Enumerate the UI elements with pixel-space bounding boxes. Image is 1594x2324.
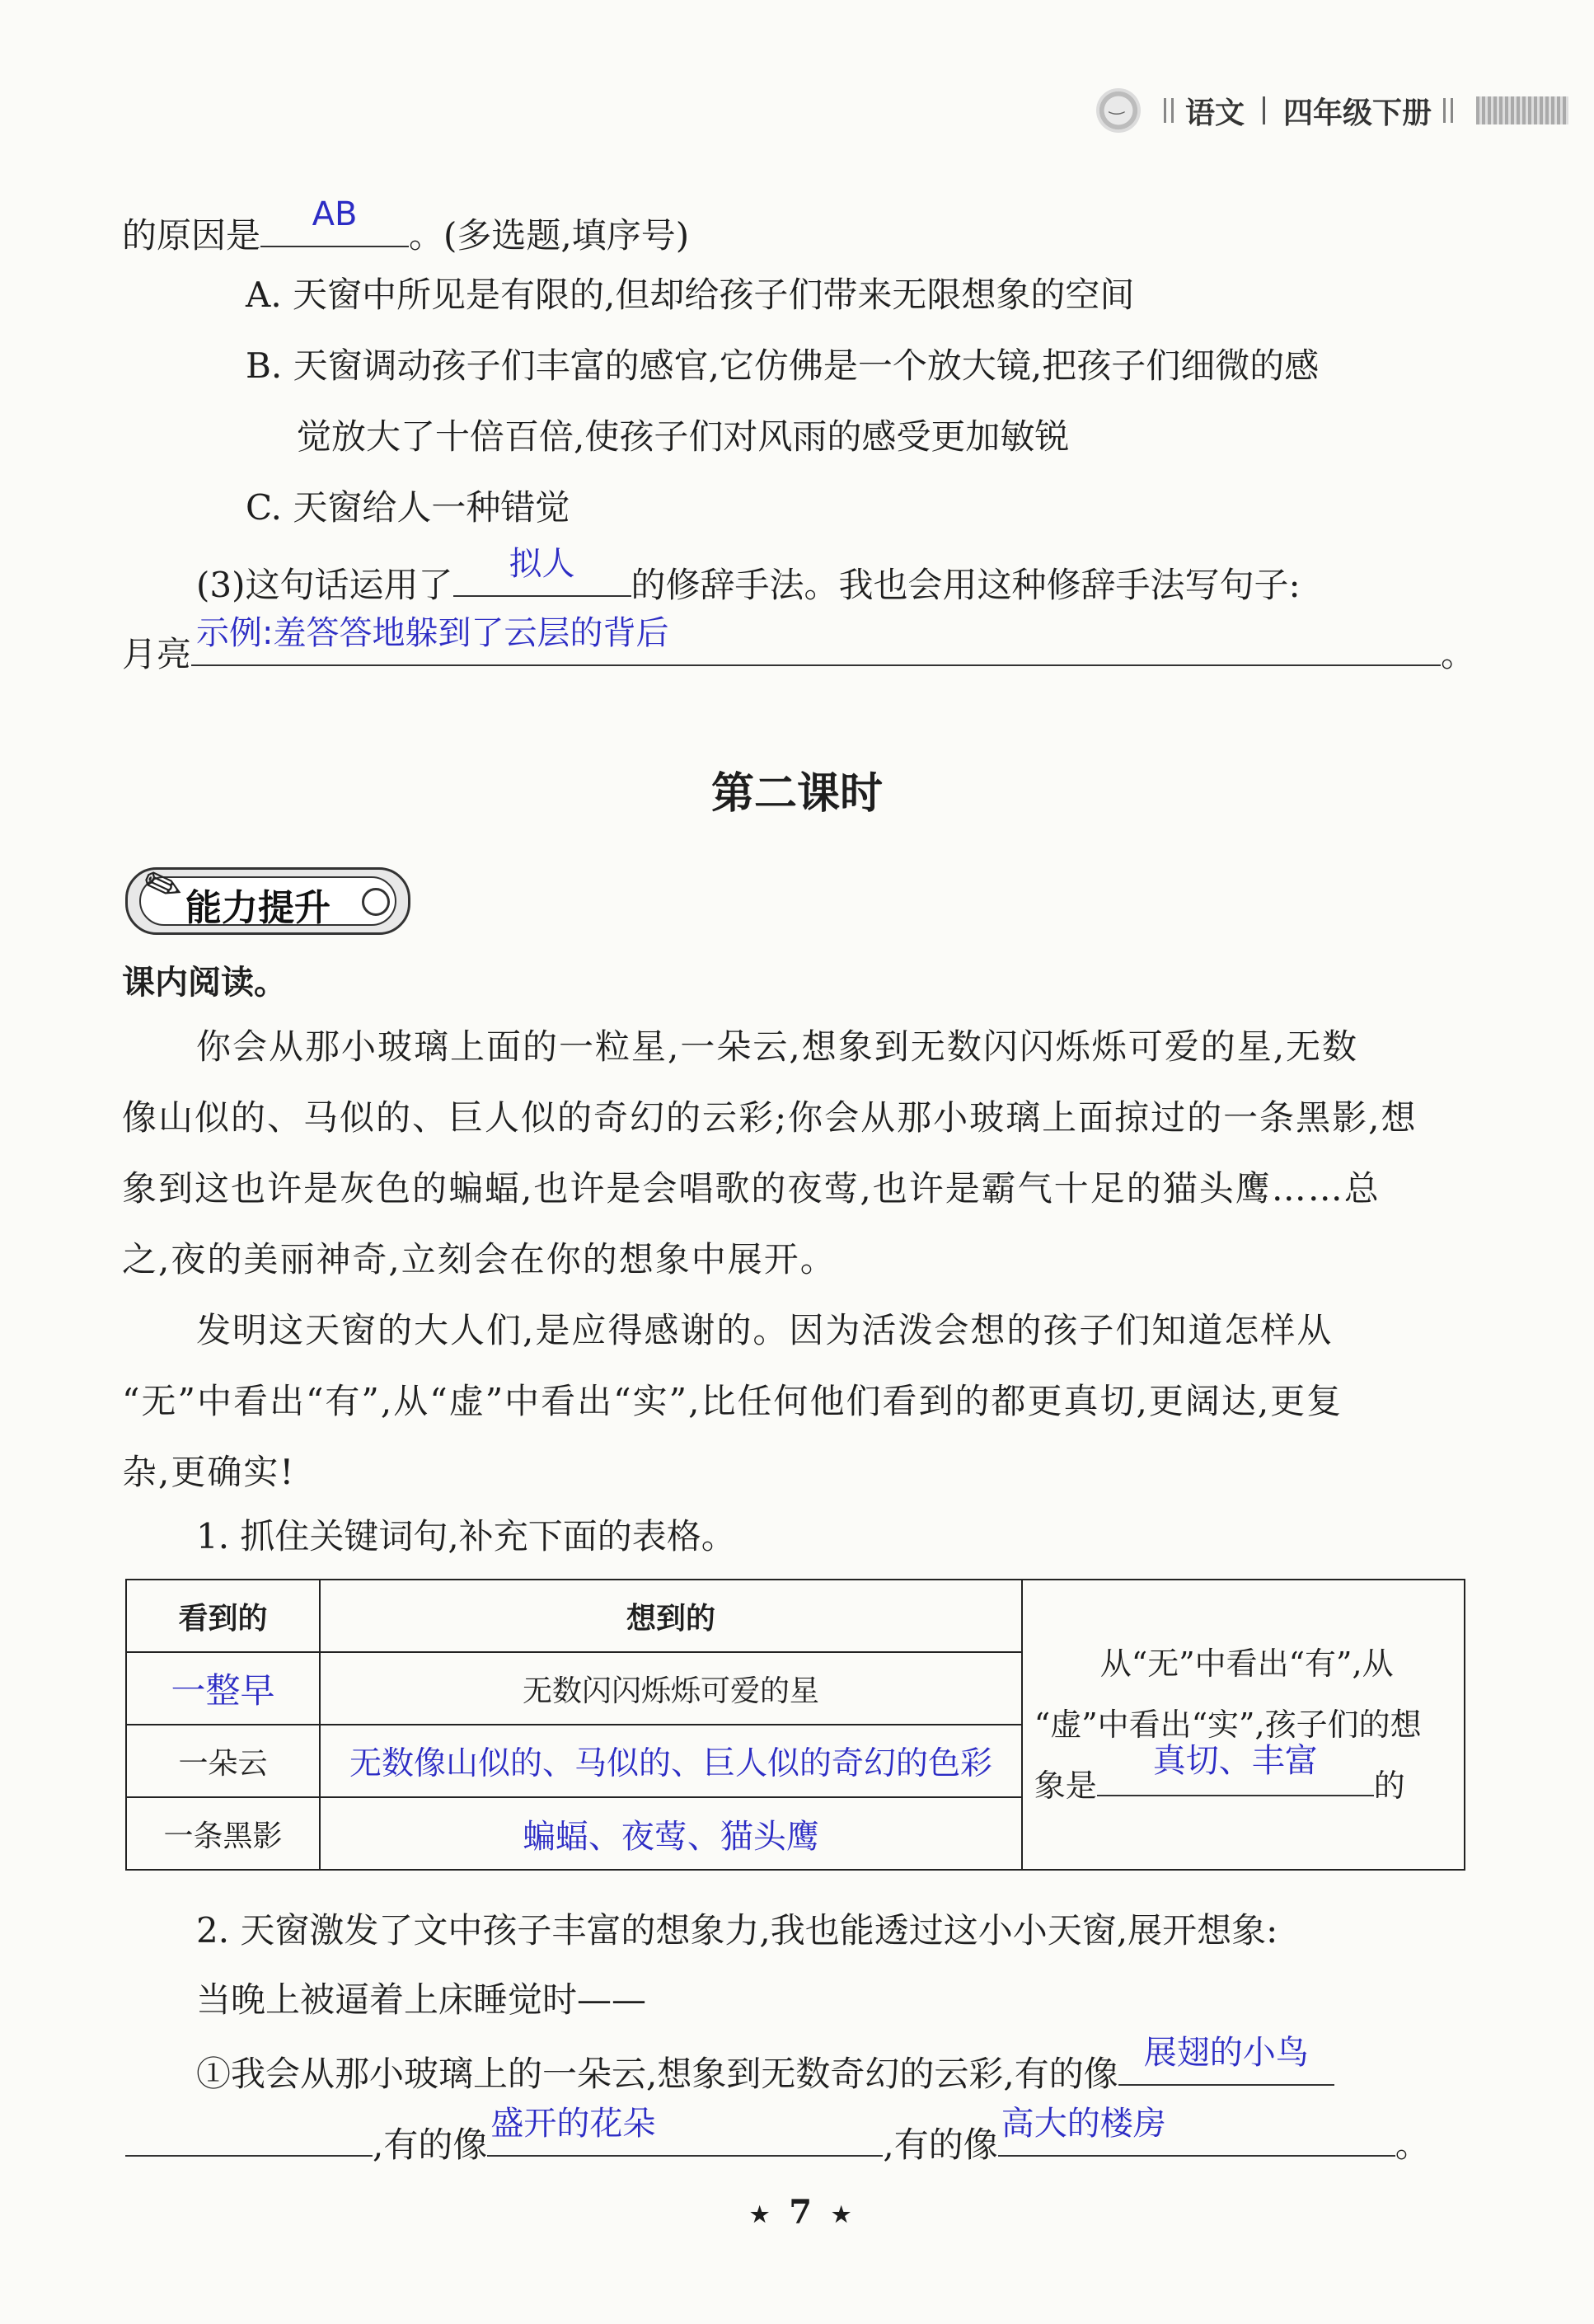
option-a: A. 天窗中所见是有限的,但却给孩子们带来无限想象的空间 — [246, 275, 1135, 315]
double-bar-divider-2 — [1443, 98, 1453, 123]
row2-seen: 一朵云 — [126, 1725, 320, 1797]
q2-blank2 — [487, 2105, 883, 2157]
q-top-suffix: 。(多选题,填序号) — [409, 215, 690, 256]
passage-line: 你会从那小玻璃上面的一粒星,一朵云,想象到无数闪闪烁烁可爱的星,无数 — [196, 1026, 1359, 1067]
passage-line: 杂,更确实! — [122, 1452, 296, 1492]
q-top-blank — [260, 195, 409, 247]
sun-mascot-icon — [1096, 88, 1141, 133]
header-grade: 四年级下册 — [1283, 96, 1432, 130]
q3-line2-answer: 示例:羞答答地躲到了云层的背后 — [196, 614, 669, 652]
row2-imagined: 无数像山似的、马似的、巨人似的奇幻的色彩 — [320, 1725, 1022, 1797]
side-suffix: 的 — [1373, 1768, 1405, 1804]
star-icon: ★ — [832, 2203, 851, 2228]
side-line2: “虚”中看出“实”,孩子们的想 — [1034, 1707, 1422, 1743]
q3-line2-blank — [191, 614, 1441, 666]
option-b-cont: 觉放大了十倍百倍,使孩子们对风雨的感受更加敏锐 — [297, 416, 1070, 457]
q2-line2 — [196, 2034, 1334, 2099]
header-subject: 语文 — [1185, 96, 1245, 130]
q2-line3 — [125, 2105, 1430, 2170]
q2-line2-prefix: ①我会从那小玻璃上的一朵云,想象到无数奇幻的云彩,有的像 — [196, 2054, 1118, 2094]
section-title: 第二课时 — [710, 769, 883, 819]
table-header-row — [126, 1580, 1465, 1652]
q2-blank3 — [998, 2105, 1395, 2157]
passage-line: “无”中看出“有”,从“虚”中看出“实”,比任何他们看到的都更真切,更阔达,更复 — [122, 1381, 1343, 1421]
q-top-prefix: 的原因是 — [122, 215, 261, 256]
pencil-icon: ✎ — [136, 854, 191, 919]
header-seen: 看到的 — [126, 1580, 320, 1652]
page-footer — [750, 2193, 851, 2232]
q3-line2-end: 。 — [1441, 634, 1476, 674]
page-number: 7 — [789, 2193, 813, 2232]
side-answer: 真切、丰富 — [1152, 1742, 1318, 1780]
q2-answer3: 高大的楼房 — [1001, 2105, 1166, 2143]
double-bar-divider — [1164, 98, 1174, 123]
passage-line: 像山似的、马似的、巨人似的奇幻的云彩;你会从那小玻璃上面掠过的一条黑影,想 — [122, 1097, 1418, 1138]
row1-imagined: 无数闪闪烁烁可爱的星 — [320, 1652, 1022, 1725]
side-cell — [1022, 1580, 1465, 1870]
q3-answer: 拟人 — [509, 545, 575, 583]
badge-label: 能力提升 — [185, 887, 331, 929]
q3-prefix: (3)这句话运用了 — [196, 565, 453, 605]
q2-blank1 — [1118, 2034, 1334, 2086]
ability-badge — [125, 854, 410, 935]
q2-answer1: 展翅的小鸟 — [1143, 2034, 1309, 2072]
q-top-answer: AB — [312, 195, 358, 233]
q-top-line — [122, 195, 690, 261]
q2-answer2: 盛开的花朵 — [490, 2105, 656, 2143]
q2-prompt: 2. 天窗激发了文中孩子丰富的想象力,我也能透过这小小天窗,展开想象: — [196, 1910, 1278, 1951]
page-header — [1096, 81, 1568, 140]
row3-imagined: 蝙蝠、夜莺、猫头鹰 — [320, 1797, 1022, 1870]
passage-line: 象到这也许是灰色的蝙蝠,也许是会唱歌的夜莺,也许是霸气十足的猫头鹰……总 — [122, 1168, 1381, 1209]
side-blank — [1097, 1742, 1374, 1796]
q2-blank1-cont — [125, 2110, 373, 2157]
header-gradient-strip — [1476, 96, 1568, 124]
q2-mid1: ,有的像 — [373, 2124, 488, 2165]
header-imagined: 想到的 — [320, 1580, 1022, 1652]
q3-line — [196, 545, 1301, 610]
option-b: B. 天窗调动孩子们丰富的感官,它仿佛是一个放大镜,把孩子们细微的感 — [246, 345, 1320, 386]
row1-seen: 一整早 — [126, 1652, 320, 1725]
side-line3 — [1034, 1742, 1452, 1816]
side-prefix: 象是 — [1034, 1768, 1097, 1804]
q1-prompt: 1. 抓住关键词句,补充下面的表格。 — [196, 1516, 736, 1556]
imagination-table — [125, 1579, 1465, 1871]
side-line1: 从“无”中看出“有”,从 — [1099, 1646, 1394, 1682]
q3-line2 — [122, 614, 1476, 679]
option-c: C. 天窗给人一种错觉 — [246, 487, 570, 528]
passage-line: 之,夜的美丽神奇,立刻会在你的想象中展开。 — [122, 1239, 837, 1279]
reading-label: 课内阅读。 — [122, 964, 287, 1002]
ring-icon — [362, 888, 390, 916]
q3-line2-prefix: 月亮 — [122, 634, 192, 674]
q2-mid2: ,有的像 — [883, 2124, 998, 2165]
row3-seen: 一条黑影 — [126, 1797, 320, 1870]
q2-line1: 当晚上被逼着上床睡觉时—— — [196, 1979, 647, 2020]
q3-suffix: 的修辞手法。我也会用这种修辞手法写句子: — [631, 565, 1301, 605]
q3-blank — [453, 545, 631, 597]
passage-line: 发明这天窗的大人们,是应得感谢的。因为活泼会想的孩子们知道怎样从 — [196, 1310, 1334, 1350]
star-icon: ★ — [750, 2203, 770, 2228]
q2-end: 。 — [1395, 2124, 1430, 2165]
header-separator — [1263, 96, 1265, 124]
